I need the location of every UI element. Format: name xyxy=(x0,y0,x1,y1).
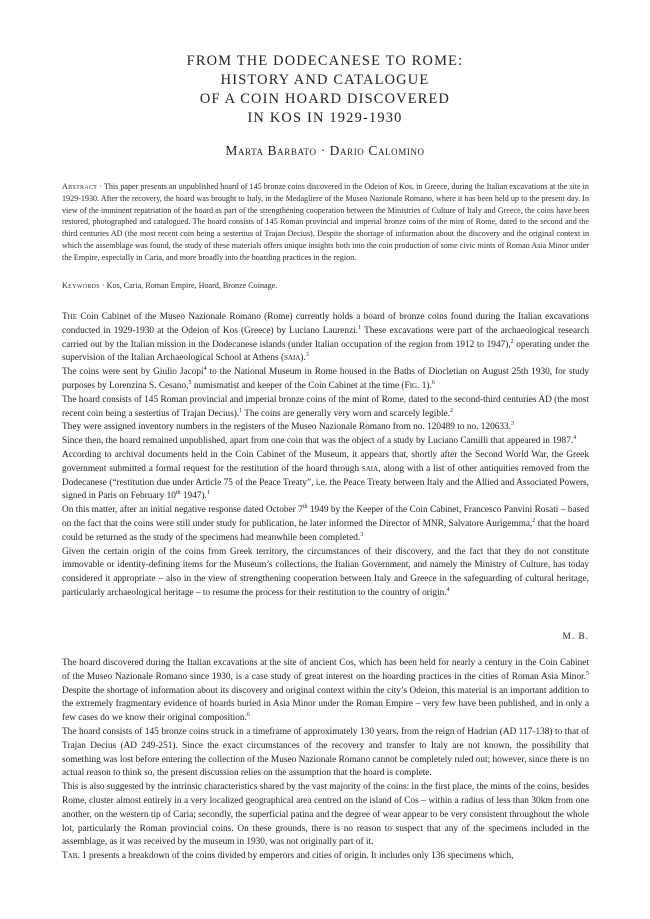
text-run: operating under the supervision of the Italian Archaeological School at Athens ( xyxy=(62,339,590,364)
footnote-ref[interactable]: 3 xyxy=(305,352,309,359)
text-run: 1). xyxy=(419,380,432,391)
text-run: According to archival documents held in the Coin Cabinet of the Museum, it appears that, shortly after the Second World War, the Greek government submitted a formal request for the restitution of the hoard through xyxy=(62,449,589,474)
text-run: ). xyxy=(300,353,306,364)
title-line: FROM THE DODECANESE TO ROME: xyxy=(186,53,464,69)
keywords xyxy=(62,280,589,292)
keywords-label: Keywords xyxy=(62,281,100,290)
abbreviation: saia xyxy=(284,353,301,364)
paragraph xyxy=(62,394,589,422)
footnote-ref[interactable]: 2 xyxy=(510,338,514,345)
text-run: Since then, the hoard remained unpublished, apart from one coin that was the object of a study by Luciano Camilli that appeared in 1987. xyxy=(62,436,574,447)
abstract xyxy=(62,181,589,264)
text-run: The hoard consists of 145 bronze coins struck in a timeframe of approximately 130 years, from the reign of Hadrian (AD 117-138) to that of Trajan Decius (AD 249-251). Since the exact circumstances of the recovery and transfer to Italy are not known, the possibility that something was lost before entering the collection of the Museo Nazionale Romano cannot be completely ruled out; however, since there is no actual reason to think so, the present discussion relies on the assumption that the hoard is complete. xyxy=(62,726,589,779)
text-run: Despite the shortage of information about its discovery and original context within the city’s Odeion, this material is an important addition to the extremely fragmentary evidence of hoards buried in Asia Minor under the Roman Empire – very few have been published, and in only a few cases do we know their original composition. xyxy=(62,685,589,724)
title-line: OF A COIN HOARD DISCOVERED xyxy=(199,91,451,107)
footnote-ref[interactable]: 4 xyxy=(203,366,207,373)
figure-ref[interactable]: Fig. xyxy=(404,380,420,391)
paragraph xyxy=(62,726,589,781)
title-line: IN KOS IN 1929-1930 xyxy=(247,110,403,126)
paragraph xyxy=(62,449,589,504)
ordinal-suffix: th xyxy=(175,490,181,497)
text-run: that the hoard could be returned as the study of the specimens had meanwhile been completed. xyxy=(62,518,589,543)
text-run: The hoard consists of 145 Roman provincial and imperial bronze coins of the mint of Rome, dated to the second-third centuries AD (the most recent coin being a sestertius of Trajan Decius). xyxy=(62,394,589,419)
text-run: On this matter, after an initial negative response dated October 7 xyxy=(62,505,303,516)
footnote-ref[interactable]: 2 xyxy=(532,517,536,524)
text-run: The coins were sent by Giulio Jacopi xyxy=(62,367,204,378)
abbreviation: saia xyxy=(361,463,379,474)
table-ref[interactable]: Tab. xyxy=(62,851,80,862)
footnote-ref[interactable]: 4 xyxy=(446,586,450,593)
paragraph xyxy=(62,421,589,435)
abstract-label: Abstract xyxy=(62,182,98,191)
text-run: This is also suggested by the intrinsic characteristics shared by the vast majority of the coins: in the first place, the mints of the coins, besides Rome, cluster almost entirely in a very localized geographical area centred on the island of Cos – within a radius of less than 30km from one another, on the western tip of Caria; secondly, the superficial patina and the degree of wear appear to be very consistent throughout the whole lot, particularly the Roman provincial coins. On these grounds, there is no reason to suspect that any of the specimens included in the assemblage, as it was received by the museum in 1930, was not originally part of it. xyxy=(62,782,589,848)
text-run: Coin Cabinet of the Museo Nazionale Romano (Rome) currently holds a board of bronze coins found during the Italian excavations conducted in 1929-1930 at the Odeion of Kos (Greece) by Luciano Laurenzi. xyxy=(62,312,589,336)
footnote-ref[interactable]: 1 xyxy=(239,407,243,414)
footnote-ref[interactable]: 6 xyxy=(431,379,435,386)
paragraph xyxy=(62,366,589,394)
abstract-separator: · xyxy=(97,182,104,191)
section-signature: M. B. xyxy=(562,632,589,642)
footnote-ref[interactable]: 6 xyxy=(246,712,250,719)
footnote-ref[interactable]: 4 xyxy=(573,435,577,442)
paragraph xyxy=(62,311,589,366)
lead-word: The xyxy=(62,312,78,322)
abstract-text: This paper presents an unpublished hoard of 145 bronze coins discovered in the Odeion of Kos, in Greece, during the Italian excavations at the site in 1929-1930. After the recovery, the hoard was brought to Italy, in the Medagliere of the Museo Nazionale Romano, where it has been held up to the present day. In view of the imminent repatriation of the hoard as part of the strengthening cooperation between the Ministries of Culture of Italy and Greece, the coins have been restored, photographed and catalogued. The hoard consists of 145 Roman provincial and imperial bronze coins of the mint of Rome, dated to the second and the third centuries AD (the most recent coin being a sestertius of Trajan Decius). Despite the shortage of information about the discovery and the original context in which the assemblage was found, the study of these materials offers unique insights both into the coin production of some civic mints of Roman Asia Minor under the Empire, especially in Caria, and more broadly into the hoarding practices in the region. xyxy=(62,182,589,262)
footnote-ref[interactable]: 5 xyxy=(188,379,192,386)
footnote-ref[interactable]: 5 xyxy=(586,670,589,677)
keywords-text: Kos, Caria, Roman Empire, Hoard, Bronze Coinage. xyxy=(106,281,278,290)
paragraph xyxy=(62,546,589,601)
paragraph xyxy=(62,781,589,850)
footnote-ref[interactable]: 2 xyxy=(450,407,453,414)
section-1-body xyxy=(62,311,589,601)
text-run: 1949 by the Keeper of the Coin Cabinet, Francesco Panvini Rosati – based on the fact that the coins were still under study for publication, he later informed the Director of MNR, Salvatore Aurigemma, xyxy=(62,505,589,529)
footnote-ref[interactable]: 3 xyxy=(511,421,514,428)
paragraph xyxy=(62,435,589,449)
ordinal-suffix: th xyxy=(302,504,308,511)
paragraph xyxy=(62,657,589,726)
footnote-ref[interactable]: 1 xyxy=(358,324,362,331)
footnote-ref[interactable]: 3 xyxy=(360,531,364,538)
title-line: HISTORY AND CATALOGUE xyxy=(220,72,430,88)
keywords-separator: · xyxy=(99,281,107,290)
paragraph xyxy=(62,850,589,864)
footnote-ref[interactable]: 1 xyxy=(206,490,210,497)
text-run: Given the certain origin of the coins from Greek territory, the circumstances of their discovery, and the fact that they do not constitute immovable or identity-defining items for the Museum’s collections, the Italian Government, and namely the Ministry of Culture, has today considered it appropriate – also in the view of strengthening cooperation between Italy and Greece in the safeguarding of cultural heritage, particularly archaeological heritage – to resume the process for their restitution to the country of origin. xyxy=(62,546,589,598)
text-run: 1947). xyxy=(180,491,207,502)
text-run: 1 presents a breakdown of the coins divided by emperors and cities of origin. It includes only 136 specimens which, xyxy=(79,851,514,862)
section-2-body xyxy=(62,657,589,864)
article-authors: Marta Barbato · Dario Calomino xyxy=(225,143,425,158)
text-run: The coins are generally very worn and scarcely legible. xyxy=(242,408,450,419)
text-run: These excavations were part of the archaeological research carried out by the Italian mission in the Dodecanese islands (under Italian occupation of the region from 1912 to 1947), xyxy=(62,325,589,350)
text-run: They were assigned inventory numbers in the registers of the Museo Nazionale Romano from no. 120489 to no. 120633. xyxy=(62,422,511,433)
text-run: numismatist and keeper of the Coin Cabinet at the time ( xyxy=(191,380,405,391)
article-title xyxy=(0,52,650,128)
text-run: to the National Museum in Rome housed in the Baths of Diocletian on August 25th 1930, for study purposes by Lorenzina S. Cesano, xyxy=(62,367,589,391)
paragraph xyxy=(62,504,589,545)
text-run: The hoard discovered during the Italian excavations at the site of ancient Cos, which has been held for nearly a century in the Coin Cabinet of the Museo Nazionale Romano since 1930, is a case study of great interest on the hoarding practices in the cities of Roman Asia Minor. xyxy=(62,658,589,682)
text-run: , along with a list of other antiquities removed from the Dodecanese (“restitution due under Article 75 of the Peace Treaty”, i.e. the Peace Treaty between Italy and the Allied and Associated Powers, signed in Paris on February 10 xyxy=(62,463,589,502)
